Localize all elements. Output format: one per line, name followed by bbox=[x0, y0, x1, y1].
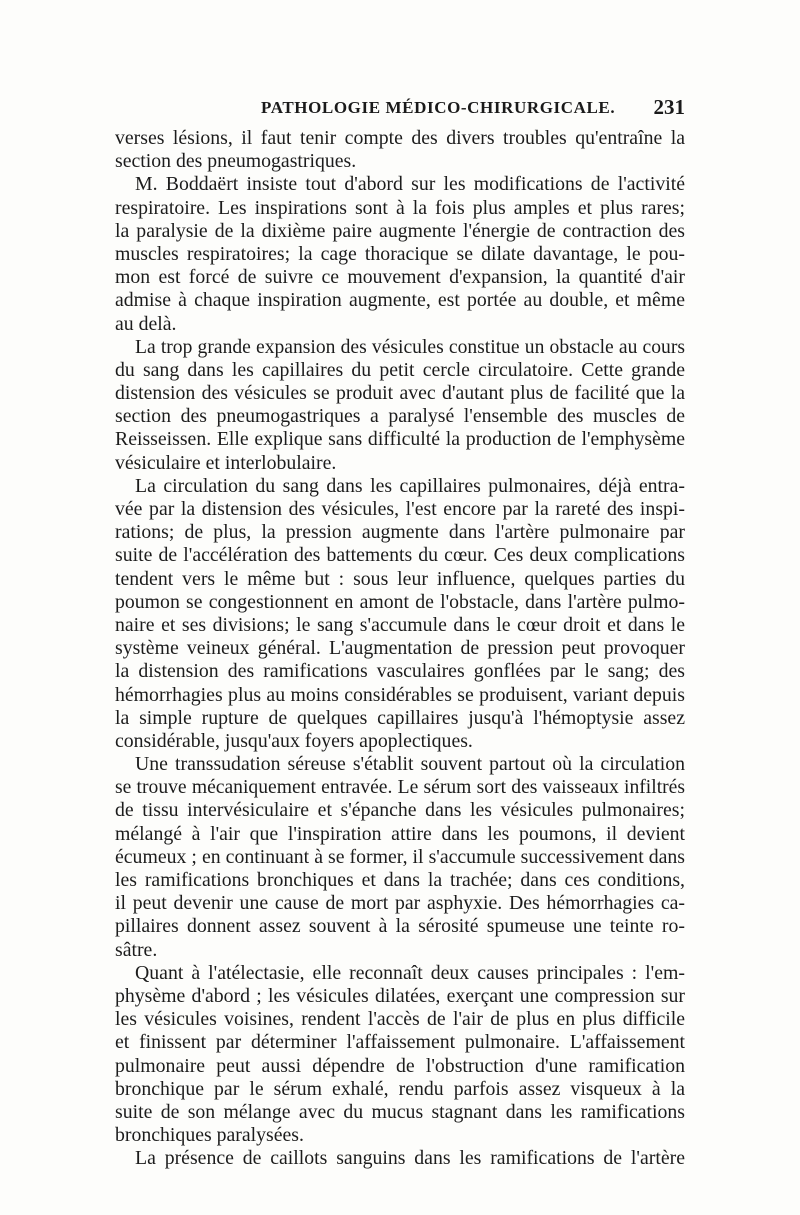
text-line: respiratoire. Les inspirations sont à la fois plus amples et plus rares; bbox=[115, 196, 685, 219]
text-line: tendent vers le même but : sous leur influence, quelques parties du bbox=[115, 567, 685, 590]
text-line: au delà. bbox=[115, 312, 177, 335]
body-text bbox=[115, 127, 685, 1170]
text-line: Reisseissen. Elle explique sans difficulté la production de l'emphysème bbox=[115, 428, 685, 451]
text-line: mélangé à l'air que l'inspiration attire dans les poumons, il devient bbox=[115, 822, 685, 845]
text-line: verses lésions, il faut tenir compte des divers troubles qu'entraîne la bbox=[115, 127, 685, 149]
text-line: écumeux ; en continuant à se former, il s'accumule successivement dans bbox=[115, 845, 685, 868]
text-line: vésiculaire et interlobulaire. bbox=[115, 451, 337, 474]
text-line: section des pneumogastriques. bbox=[115, 150, 357, 173]
text-line: pillaires donnent assez souvent à la sérosité spumeuse une teinte ro- bbox=[115, 915, 685, 938]
text-line: poumon se congestionnent en amont de l'obstacle, dans l'artère pulmo- bbox=[115, 590, 685, 613]
text-line: pulmonaire peut aussi dépendre de l'obstruction d'une ramification bbox=[115, 1054, 685, 1077]
running-title: PATHOLOGIE MÉDICO-CHIRURGICALE. bbox=[261, 98, 616, 117]
text-line: et finissent par déterminer l'affaissement pulmonaire. L'affaissement bbox=[115, 1031, 685, 1054]
text-line: Une transsudation séreuse s'établit souvent partout où la circulation bbox=[135, 753, 685, 776]
text-line: du sang dans les capillaires du petit cercle circulatoire. Cette grande bbox=[115, 358, 685, 381]
text-line: la paralysie de la dixième paire augmente l'énergie de contraction des bbox=[115, 219, 685, 242]
text-line: la simple rupture de quelques capillaires jusqu'à l'hémoptysie assez bbox=[115, 706, 685, 729]
text-line: se trouve mécaniquement entravée. Le sérum sort des vaisseaux infiltrés bbox=[115, 777, 685, 799]
text-line: les ramifications bronchiques et dans la trachée; dans ces conditions, bbox=[115, 869, 685, 891]
text-line: naire et ses divisions; le sang s'accumule dans le cœur droit et dans le bbox=[115, 613, 685, 636]
text-line: mon est forcé de suivre ce mouvement d'expansion, la quantité d'air bbox=[115, 266, 685, 289]
text-line: La trop grande expansion des vésicules constitue un obstacle au cours bbox=[135, 336, 685, 358]
text-line: admise à chaque inspiration augmente, est portée au double, et même bbox=[115, 289, 685, 312]
text-line: rations; de plus, la pression augmente dans l'artère pulmonaire par bbox=[115, 521, 685, 544]
text-line: suite de son mélange avec du mucus stagnant dans les ramifications bbox=[115, 1100, 685, 1123]
text-line: section des pneumogastriques a paralysé l'ensemble des muscles de bbox=[115, 405, 685, 428]
text-line: système veineux général. L'augmentation de pression peut provoquer bbox=[115, 637, 685, 660]
text-line: il peut devenir une cause de mort par asphyxie. Des hémorrhagies ca- bbox=[115, 892, 685, 915]
text-line: bronchiques paralysées. bbox=[115, 1124, 304, 1147]
text-line: La circulation du sang dans les capillaires pulmonaires, déjà entra- bbox=[135, 474, 685, 497]
text-line: physème d'abord ; les vésicules dilatées, exerçant une compression sur bbox=[115, 984, 685, 1007]
text-line: vée par la distension des vésicules, l'est encore par la rareté des inspi- bbox=[115, 498, 685, 520]
text-line: sâtre. bbox=[115, 938, 158, 961]
text-line: hémorrhagies plus au moins considérables se produisent, variant depuis bbox=[115, 683, 685, 706]
text-line: muscles respiratoires; la cage thoracique se dilate davantage, le pou- bbox=[115, 242, 685, 265]
page-number: 231 bbox=[653, 95, 685, 119]
text-line: de tissu intervésiculaire et s'épanche dans les vésicules pulmonaires; bbox=[115, 799, 685, 822]
text-line: La présence de caillots sanguins dans les ramifications de l'artère bbox=[135, 1147, 685, 1170]
text-line: bronchique par le sérum exhalé, rendu parfois assez visqueux à la bbox=[115, 1077, 685, 1100]
text-line: les vésicules voisines, rendent l'accès de l'air de plus en plus difficile bbox=[115, 1008, 685, 1031]
text-line: Quant à l'atélectasie, elle reconnaît deux causes principales : l'em- bbox=[135, 961, 685, 984]
text-line: M. Boddaërt insiste tout d'abord sur les modifications de l'activité bbox=[135, 173, 685, 196]
text-line: distension des vésicules se produit avec d'autant plus de facilité que la bbox=[115, 382, 685, 405]
text-line: suite de l'accélération des battements du cœur. Ces deux complications bbox=[115, 544, 685, 567]
text-line: la distension des ramifications vasculaires gonflées par le sang; des bbox=[115, 660, 685, 683]
page-header bbox=[115, 95, 685, 122]
text-line: considérable, jusqu'aux foyers apoplectiques. bbox=[115, 729, 473, 752]
